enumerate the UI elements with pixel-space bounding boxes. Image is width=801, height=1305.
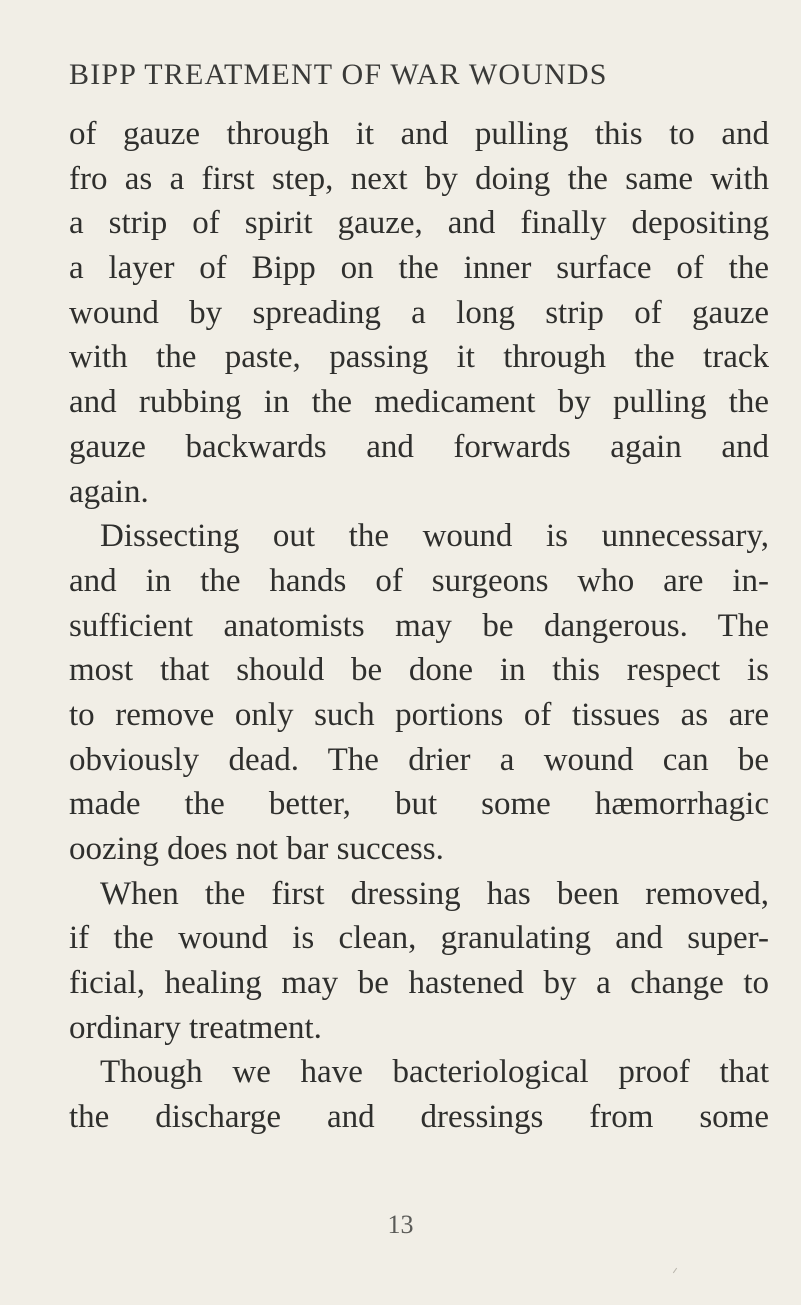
text-line: ficial, healing may be hastened by a change to <box>69 965 769 1002</box>
text-line: the discharge and dressings from some <box>69 1099 769 1136</box>
text-line: Though we have bacteriological proof that <box>100 1054 769 1091</box>
text-line: if the wound is clean, granulating and super- <box>69 920 769 957</box>
body-text <box>69 112 769 1140</box>
page-number: 13 <box>387 1210 414 1239</box>
text-line: and rubbing in the medicament by pulling the <box>69 384 769 421</box>
text-line: and in the hands of surgeons who are in- <box>69 562 769 599</box>
text-line: a strip of spirit gauze, and finally depositing <box>69 205 769 242</box>
text-line: Dissecting out the wound is unnecessary, <box>100 518 769 555</box>
text-line: made the better, but some hæmorrhagic <box>69 786 769 823</box>
text-line: wound by spreading a long strip of gauze <box>69 294 769 331</box>
text-line: gauze backwards and forwards again and <box>69 428 769 465</box>
text-line: of gauze through it and pulling this to and <box>69 116 769 152</box>
text-line: fro as a first step, next by doing the same with <box>69 160 769 197</box>
text-line: ordinary treatment. <box>69 1009 322 1046</box>
paper-speck <box>673 1268 677 1273</box>
text-line: with the paste, passing it through the track <box>69 339 769 376</box>
running-head: BIPP TREATMENT OF WAR WOUNDS <box>69 58 608 91</box>
text-line: sufficient anatomists may be dangerous. The <box>69 607 769 644</box>
text-line: to remove only such portions of tissues as are <box>69 696 769 733</box>
text-line: a layer of Bipp on the inner surface of the <box>69 250 769 287</box>
text-line: most that should be done in this respect is <box>69 652 769 689</box>
text-line: obviously dead. The drier a wound can be <box>69 741 769 778</box>
text-line: When the first dressing has been removed, <box>100 875 769 912</box>
text-line: again. <box>69 473 149 510</box>
text-line: oozing does not bar success. <box>69 831 444 867</box>
